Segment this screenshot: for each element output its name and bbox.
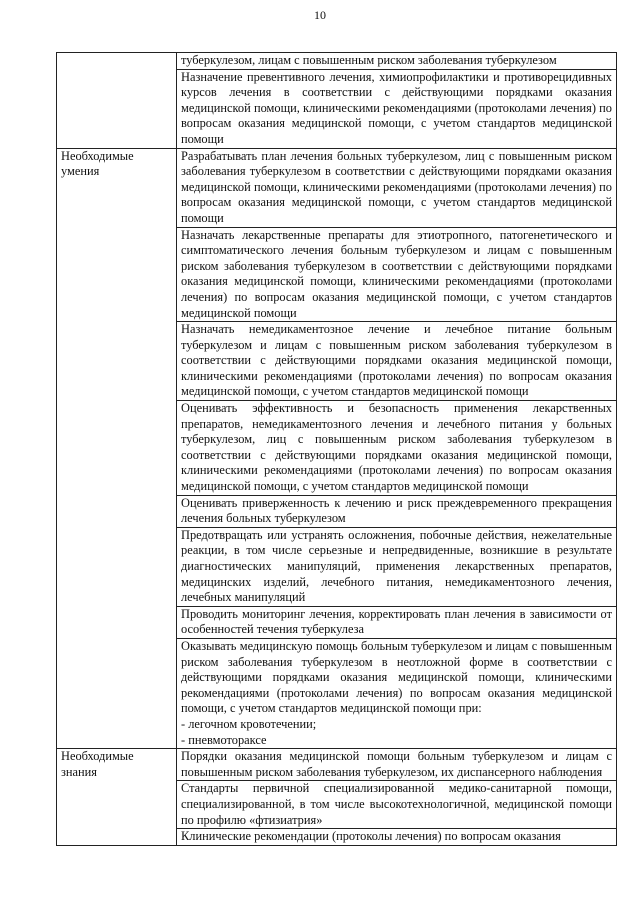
skills-label: Необходимые умения — [57, 148, 177, 749]
table-cell: туберкулезом, лицам с повышенным риском заболевания туберкулезом — [177, 53, 617, 70]
table-cell: Назначение превентивного лечения, химиопрофилактики и противорецидивных курсов лечения в соответствии с действующими порядками оказания медицинской помощи, клиническими рекомендациями (протоколами лечения) по вопросам оказания медицинской помощи, с учетом стандартов медицинской помощи — [177, 69, 617, 148]
table-cell: Разрабатывать план лечения больных туберкулезом, лиц с повышенным риском заболевания туберкулезом в соответствии с действующими порядками оказания медицинской помощи, клиническими рекомендациями (протоколами лечения) по вопросам оказания медицинской помощи, с учетом стандартов медицинской помощи — [177, 148, 617, 227]
table-cell: Проводить мониторинг лечения, корректировать план лечения в зависимости от особенностей течения туберкулеза — [177, 606, 617, 638]
competency-table — [56, 52, 617, 846]
table-cell: Клинические рекомендации (протоколы лечения) по вопросам оказания — [177, 829, 617, 846]
knowledge-label: Необходимые знания — [57, 749, 177, 846]
table-row — [57, 148, 617, 227]
row-label-cell — [57, 53, 177, 149]
cell-list-item: - легочном кровотечении; — [181, 716, 317, 731]
table-cell: Стандарты первичной специализированной медико-санитарной помощи, специализированной, в том числе высокотехнологичной, медицинской помощи по профилю «фтизиатрия» — [177, 781, 617, 829]
table-cell: Предотвращать или устранять осложнения, побочные действия, нежелательные реакции, в том числе серьезные и непредвиденные, возникшие в результате диагностических манипуляций, применения лекарственных препаратов, медицинских изделий, лечебного питания, немедикаментозного лечения, лечебных манипуляций — [177, 527, 617, 606]
table-row — [57, 53, 617, 70]
table-cell: Оценивать эффективность и безопасность применения лекарственных препаратов, немедикаментозного лечения и лечебного питания у больных туберкулезом, лиц с повышенным риском заболевания туберкулезом в соответствии с действующими порядками оказания медицинской помощи, клиническими рекомендациями (протоколами лечения) по вопросам оказания медицинской помощи, с учетом стандартов медицинской помощи — [177, 401, 617, 496]
table-cell — [177, 638, 617, 748]
table-cell: Назначать лекарственные препараты для этиотропного, патогенетического и симптоматического лечения больным туберкулезом и лицам с повышенным риском заболевания туберкулезом в соответствии с действующими порядками оказания медицинской помощи, клиническими рекомендациями (протоколами лечения) по вопросам оказания медицинской помощи, с учетом стандартов медицинской помощи — [177, 227, 617, 322]
table-row — [57, 749, 617, 781]
table-cell: Оценивать приверженность к лечению и риск преждевременного прекращения лечения больных туберкулезом — [177, 495, 617, 527]
table-cell: Порядки оказания медицинской помощи больным туберкулезом и лицам с повышенным риском заболевания туберкулезом, их диспансерного наблюдения — [177, 749, 617, 781]
cell-text: Оказывать медицинскую помощь больным туберкулезом и лицам с повышенным риском заболевания туберкулезом в неотложной форме в соответствии с действующими порядками оказания медицинской помощи, клиническими рекомендациями (протоколами лечения) по вопросам оказания медицинской помощи, с учетом стандартов медицинской помощи при: — [181, 638, 612, 716]
cell-list-item: - пневмотораксе — [181, 732, 267, 747]
table-cell: Назначать немедикаментозное лечение и лечебное питание больным туберкулезом и лицам с повышенным риском заболевания туберкулезом в соответствии с действующими порядками оказания медицинской помощи, клиническими рекомендациями (протоколами лечения) по вопросам оказания медицинской помощи, с учетом стандартов медицинской помощи — [177, 322, 617, 401]
page-number: 10 — [314, 8, 326, 22]
